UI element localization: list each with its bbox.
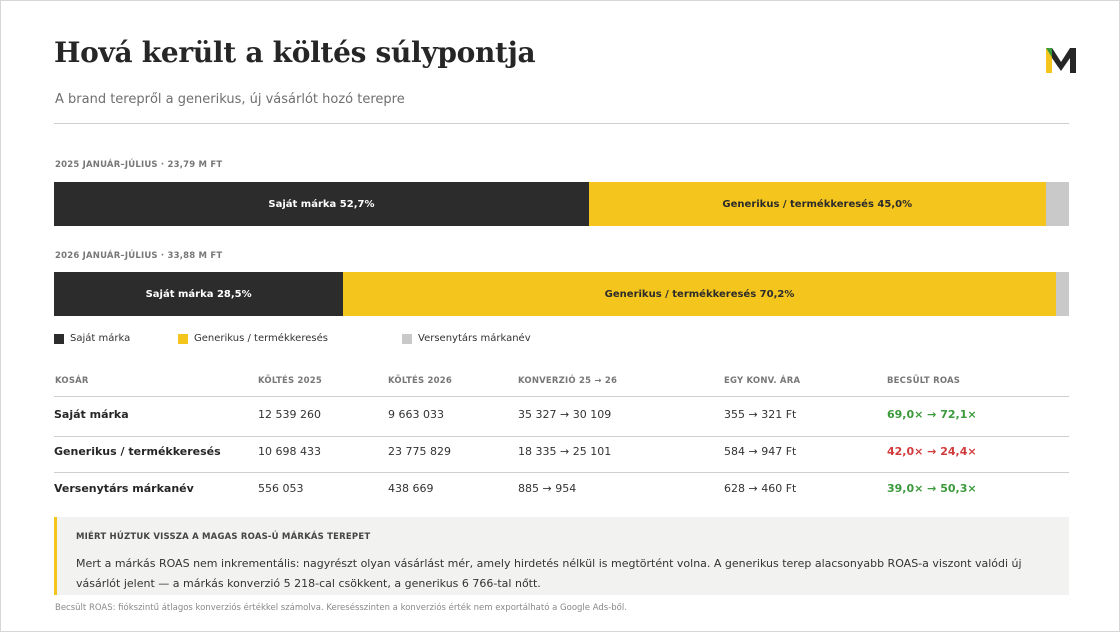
table-divider	[54, 472, 1069, 473]
bar-label-2026: 2026 JANUÁR–JÚLIUS · 33,88 M FT	[55, 251, 223, 261]
row-name: Versenytárs márkanév	[54, 482, 194, 495]
legend-swatch-own-brand	[54, 334, 64, 344]
table-header-spend-2025: KÖLTÉS 2025	[258, 376, 322, 386]
brand-logo-icon	[1044, 45, 1078, 75]
insight-callout	[54, 517, 1069, 595]
bar-segment-generic-2026: Generikus / termékkeresés 70,2%	[343, 272, 1056, 316]
title-divider	[54, 123, 1069, 124]
bar-segment-generic-2025: Generikus / termékkeresés 45,0%	[589, 182, 1046, 226]
row-spend-2026: 9 663 033	[388, 408, 444, 421]
row-spend-2026: 23 775 829	[388, 445, 451, 458]
callout-text: Mert a márkás ROAS nem inkrementális: nagyrészt olyan vásárlást mér, amely hirdetés nélkül is megtörtént volna. A generikus terep alacsonyabb ROAS-a viszont valódi új vásárlót jelent — a márkás konverzió 5 218-cal csökkent, a generikus 6 766-tal nőtt.	[76, 557, 1022, 590]
legend-swatch-competitor	[402, 334, 412, 344]
table-header-spend-2026: KÖLTÉS 2026	[388, 376, 452, 386]
stacked-bar-2026	[54, 272, 1069, 316]
table-divider	[54, 436, 1069, 437]
row-name: Saját márka	[54, 408, 129, 421]
row-roas: 69,0× → 72,1×	[887, 408, 977, 421]
row-spend-2025: 12 539 260	[258, 408, 321, 421]
stacked-bar-2025	[54, 182, 1069, 226]
table-header-conversion: KONVERZIÓ 25 → 26	[518, 376, 618, 386]
footnote: Becsült ROAS: fiókszintű átlagos konverziós értékkel számolva. Keresésszinten a konverziós érték nem exportálható a Google Ads-ből.	[55, 603, 627, 613]
table-header-roas: BECSÜLT ROAS	[887, 376, 961, 386]
callout-title: MIÉRT HÚZTUK VISSZA A MAGAS ROAS-Ú MÁRKÁS TEREPET	[76, 532, 371, 542]
legend-label-competitor: Versenytárs márkanév	[418, 333, 531, 344]
legend-item-generic	[178, 333, 328, 344]
bar-segment-competitor-2026	[1056, 272, 1069, 316]
legend-label-own-brand: Saját márka	[70, 333, 131, 344]
table-header-basket: KOSÁR	[55, 376, 89, 386]
page-subtitle: A brand terepről a generikus, új vásárlót hozó terepre	[55, 92, 405, 107]
table-divider	[54, 396, 1069, 397]
row-conversion: 35 327 → 30 109	[518, 408, 612, 421]
bar-segment-own-brand-2026: Saját márka 28,5%	[54, 272, 343, 316]
row-cpa: 584 → 947 Ft	[724, 445, 797, 458]
legend-swatch-generic	[178, 334, 188, 344]
row-roas: 42,0× → 24,4×	[887, 445, 977, 458]
legend-item-own-brand	[54, 333, 130, 344]
row-spend-2026: 438 669	[388, 482, 434, 495]
row-conversion: 18 335 → 25 101	[518, 445, 612, 458]
row-spend-2025: 10 698 433	[258, 445, 321, 458]
row-cpa: 355 → 321 Ft	[724, 408, 797, 421]
bar-label-2025: 2025 JANUÁR–JÚLIUS · 23,79 M FT	[55, 160, 223, 170]
row-spend-2025: 556 053	[258, 482, 304, 495]
table-header-cpa: EGY KONV. ÁRA	[724, 376, 801, 386]
row-conversion: 885 → 954	[518, 482, 577, 495]
row-roas: 39,0× → 50,3×	[887, 482, 977, 495]
bar-segment-competitor-2025	[1046, 182, 1069, 226]
legend-label-generic: Generikus / termékkeresés	[194, 333, 328, 344]
row-cpa: 628 → 460 Ft	[724, 482, 797, 495]
bar-segment-own-brand-2025: Saját márka 52,7%	[54, 182, 589, 226]
row-name: Generikus / termékkeresés	[54, 445, 221, 458]
legend-item-competitor	[402, 333, 531, 344]
page-title: Hová került a költés súlypontja	[54, 36, 536, 69]
